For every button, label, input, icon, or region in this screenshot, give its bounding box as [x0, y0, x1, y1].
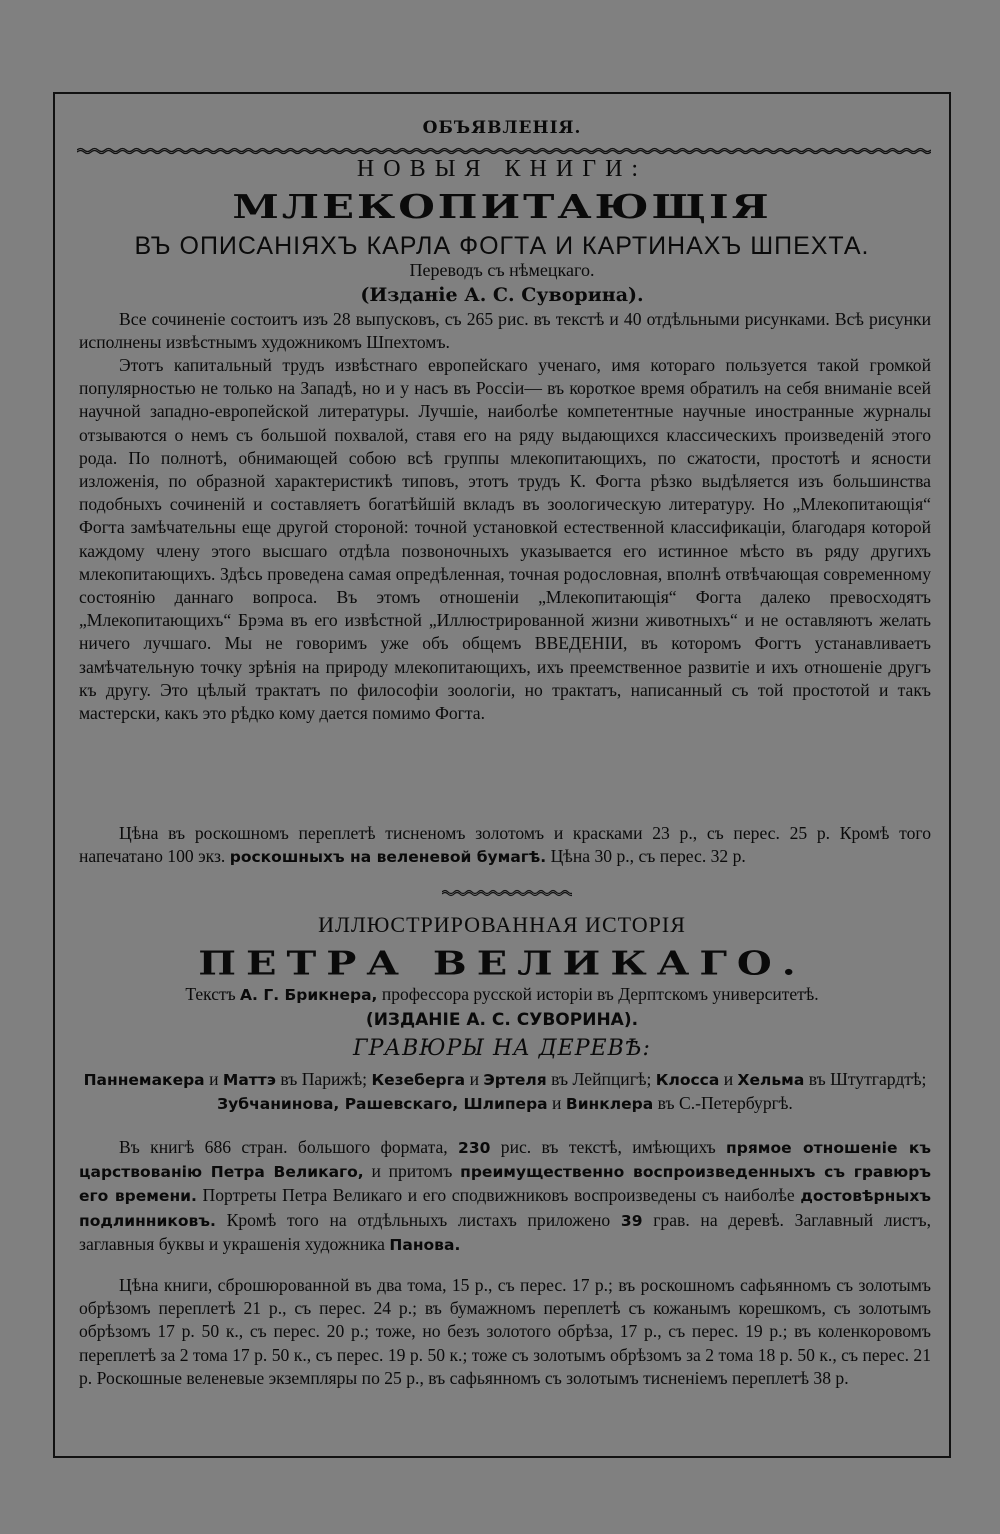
engraver-name: Хельма — [737, 1071, 805, 1089]
wavy-rule — [77, 146, 931, 156]
engraver-name: Винклера — [565, 1095, 654, 1114]
engravers-list — [79, 1068, 931, 1116]
conjunction: и — [723, 1069, 734, 1089]
bold-run: 39 — [620, 1211, 643, 1230]
engraver-name: Эртеля — [483, 1071, 547, 1089]
text-run: Портреты Петра Великаго и его сподвижниковъ воспроизведены съ наиболѣе — [202, 1185, 795, 1206]
book-title-peter: ПЕТРА ВЕЛИКАГО. — [198, 944, 806, 983]
text-run: Кромѣ того на отдѣльныхъ листахъ приложено — [226, 1209, 611, 1230]
book-subtitle: ВЪ ОПИСАНІЯХЪ КАРЛА ФОГТА И КАРТИНАХЪ ШПЕХТА. — [134, 232, 870, 260]
engraver-city: въ Лейпцигѣ; — [551, 1069, 652, 1089]
section-heading-history: ИЛЛЮСТРИРОВАННАЯ ИСТОРІЯ — [318, 912, 686, 937]
engravings-heading: ГРАВЮРЫ НА ДЕРЕВѢ: — [353, 1036, 651, 1061]
bold-run: преимущественно воспроизведенныхъ съ гравюръ его времени. — [79, 1163, 931, 1206]
engraver-city: въ Штутгардтѣ; — [808, 1069, 927, 1089]
text-run: грав. на деревѣ. Заглавный листъ, заглавныя буквы и украшенія художника — [79, 1209, 932, 1254]
engraver-city: въ С.-Петербургѣ. — [657, 1093, 793, 1114]
author-name: А. Г. Брикнера, — [240, 986, 378, 1004]
vellum-price: Цѣна 30 р., съ перес. 32 р. — [550, 846, 746, 867]
vellum-note: роскошныхъ на веленевой бумагѣ. — [229, 848, 547, 867]
conjunction: и — [552, 1093, 562, 1114]
paragraph-composition: Все сочиненіе состоитъ изъ 28 выпусковъ, съ 265 рис. въ текстѣ и 40 отдѣльными рисунками. Всѣ рисунки исполнены извѣстнымъ художникомъ Шпехтомъ. — [79, 309, 931, 353]
conjunction: и — [469, 1069, 479, 1089]
edition-note: (Изданіе А. С. Суворина). — [360, 284, 644, 306]
paragraph-prices-peter: Цѣна книги, сброшюрованной въ два тома, 15 р., съ перес. 17 р.; въ роскошномъ сафьянномъ съ золотымъ обрѣзомъ переплетѣ 21 р., съ перес. 24 р.; въ бумажномъ переплетѣ съ кожанымъ корешкомъ, съ золотымъ обрѣзомъ 17 р. 50 к., съ перес. 20 р.; тоже, но безъ золотого обрѣза, 17 р., съ перес. 19 р.; въ коленкоровомъ переплетѣ за 2 тома 17 р. 50 к., съ перес. 19 р. 50 к.; тоже съ золотымъ обрѣзомъ за 2 тома 18 р. 50 к., съ перес. 21 р. Роскошные веленевые экземпляры по 25 р., въ сафьянномъ съ золотымъ тисненіемъ переплетѣ 38 р. — [79, 1275, 931, 1388]
author-title: профессора русской исторіи въ Дерптскомъ университетѣ. — [381, 984, 819, 1004]
price-text: Цѣна въ роскошномъ переплетѣ тисненомъ золотомъ и красками 23 р., съ перес. 25 р. Кромѣ того напечатано 100 экз. — [79, 823, 931, 867]
text-run: Въ книгѣ 686 стран. большого формата, — [119, 1137, 448, 1157]
paragraph-contents — [79, 1136, 931, 1257]
engraver-city: въ Парижѣ; — [280, 1069, 368, 1089]
conjunction: и — [209, 1069, 219, 1089]
engraver-name: Кезеберга — [371, 1071, 466, 1089]
engraver-name: Клосса — [655, 1071, 720, 1089]
bold-run: достовѣрныхъ подлинниковъ. — [79, 1187, 931, 1230]
book-title-mammals: МЛЕКОПИТАЮЩІЯ — [232, 187, 772, 226]
engraver-name: Маттэ — [222, 1071, 276, 1089]
paragraph-description: Этотъ капитальный трудъ извѣстнаго европейскаго ученаго, имя котораго пользуется такой громкой популярностью не только на Западѣ, но и у насъ въ Россіи— въ короткое время обратилъ на себя вниманіе всей научной западно-европейской литературы. Лучшіе, наиболѣе компетентные научные иностранные журналы отзываются о немъ съ большой похвалой, ставя его на ряду выдающихся классическихъ произведеній этого рода. По полнотѣ, обнимающей собою всѣ группы млекопитающихъ, по сжатости, простотѣ и ясности изложенія, по образной характеристикѣ типовъ, этотъ трудъ К. Фогта рѣзко выдѣляется изъ большинства подобныхъ сочиненій и составляетъ богатѣйшій вкладъ въ зоологическую литературу. Но „Млекопитающія“ Фогта замѣчательны еще другой стороной: точной установкой естественной классификаціи, благодаря которой каждому члену этого высшаго отдѣла позвоночныхъ указывается его истинное мѣсто въ ряду другихъ млекопитающихъ. Здѣсь проведена самая опредѣленная, точная родословная, вполнѣ отвѣчающая современному состоянію даннаго вопроса. Въ этомъ отношеніи „Млекопитающія“ Фогта далеко превосходятъ „Млекопитающихъ“ Брэма въ его извѣстной „Иллюстрированной жизни животныхъ“ и не оставляютъ желать ничего лучшаго. Мы не говоримъ уже объ общемъ ВВЕДЕНІИ, въ которомъ Фогтъ устанавливаетъ замѣчательную точку зрѣнія на природу млекопитающихъ, ихъ преемственное развитіе и ихъ отношеніе другъ къ другу. Это цѣлый трактатъ по философіи зоологіи, но трактатъ, написанный съ той простотой и такъ мастерски, какъ это рѣдко кому дается помимо Фогта. — [79, 355, 931, 724]
bold-run: прямое отношеніе къ царствованію Петра Великаго, — [79, 1139, 931, 1182]
bold-run: Панова. — [389, 1235, 461, 1254]
author-line — [55, 984, 949, 1005]
page-header: ОБЪЯВЛЕНІЯ. — [422, 118, 582, 138]
paragraph-price — [79, 822, 931, 869]
bold-run: 230 — [458, 1139, 491, 1157]
text-run: рис. въ текстѣ, имѣющихъ — [500, 1137, 716, 1157]
text-run: и притомъ — [371, 1161, 453, 1182]
section-heading-new-books: НОВЫЯ КНИГИ: — [356, 156, 648, 182]
ornament-divider — [442, 888, 572, 898]
translation-note: Переводъ съ нѣмецкаго. — [409, 260, 595, 280]
edition-note-2: (ИЗДАНІЕ А. С. СУВОРИНА). — [365, 1010, 639, 1030]
engraver-name: Зубчанинова, Рашевскаго, Шлипера — [217, 1095, 548, 1114]
author-prefix: Текстъ — [185, 984, 236, 1004]
engraver-name: Паннемакера — [83, 1071, 205, 1089]
advertisement-frame — [53, 92, 951, 1458]
